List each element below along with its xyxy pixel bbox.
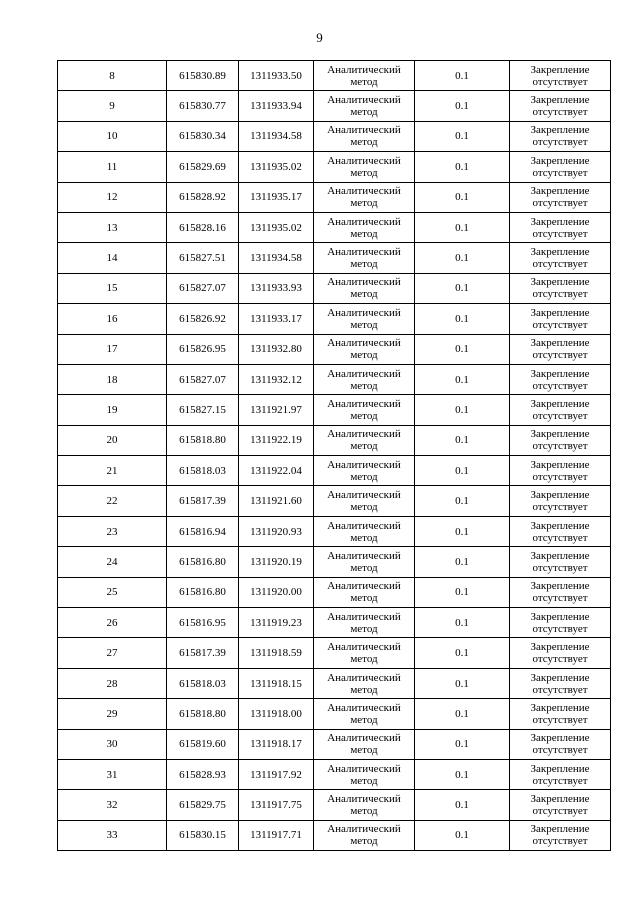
- accuracy-cell: 0.1: [415, 91, 510, 121]
- method-line-2: метод: [350, 531, 378, 544]
- method-line-2: метод: [350, 440, 378, 453]
- accuracy-cell: 0.1: [415, 516, 510, 546]
- method-line-1: Аналитический: [327, 367, 401, 380]
- fixation-line-2: отсутствует: [532, 774, 588, 787]
- y-coordinate-cell: 1311934.58: [239, 243, 314, 273]
- method-line-1: Аналитический: [327, 215, 401, 228]
- fixation-line-1: Закрепление: [530, 428, 590, 441]
- fixation-cell: [510, 152, 611, 182]
- fixation-line-2: отсутствует: [532, 409, 588, 422]
- x-coordinate-cell: 615827.15: [167, 395, 239, 425]
- table-row: [58, 212, 611, 242]
- point-number-cell: 28: [58, 668, 167, 698]
- fixation-line-2: отсутствует: [532, 379, 588, 392]
- method-line-2: метод: [350, 166, 378, 179]
- x-coordinate-cell: 615826.95: [167, 334, 239, 364]
- method-cell: [314, 243, 415, 273]
- fixation-line-1: Закрепление: [530, 306, 590, 319]
- fixation-line-2: отсутствует: [532, 166, 588, 179]
- x-coordinate-cell: 615818.03: [167, 456, 239, 486]
- table-row: [58, 456, 611, 486]
- x-coordinate-cell: 615827.51: [167, 243, 239, 273]
- method-line-1: Аналитический: [327, 701, 401, 714]
- method-line-1: Аналитический: [327, 94, 401, 107]
- accuracy-cell: 0.1: [415, 395, 510, 425]
- x-coordinate-cell: 615817.39: [167, 486, 239, 516]
- fixation-line-2: отсутствует: [532, 592, 588, 605]
- method-line-1: Аналитический: [327, 458, 401, 471]
- fixation-cell: [510, 425, 611, 455]
- method-line-1: Аналитический: [327, 580, 401, 593]
- fixation-cell: [510, 243, 611, 273]
- x-coordinate-cell: 615816.80: [167, 547, 239, 577]
- accuracy-cell: 0.1: [415, 790, 510, 820]
- table-row: [58, 395, 611, 425]
- accuracy-cell: 0.1: [415, 486, 510, 516]
- method-line-2: метод: [350, 349, 378, 362]
- table-row: [58, 182, 611, 212]
- point-number-cell: 13: [58, 212, 167, 242]
- table-row: [58, 516, 611, 546]
- x-coordinate-cell: 615828.93: [167, 759, 239, 789]
- point-number-cell: 17: [58, 334, 167, 364]
- accuracy-cell: 0.1: [415, 182, 510, 212]
- method-line-1: Аналитический: [327, 337, 401, 350]
- fixation-line-1: Закрепление: [530, 671, 590, 684]
- x-coordinate-cell: 615829.69: [167, 152, 239, 182]
- fixation-line-1: Закрепление: [530, 154, 590, 167]
- method-cell: [314, 121, 415, 151]
- fixation-line-2: отсутствует: [532, 197, 588, 210]
- coordinates-table-body: [58, 61, 611, 851]
- accuracy-cell: 0.1: [415, 121, 510, 151]
- accuracy-cell: 0.1: [415, 212, 510, 242]
- table-row: [58, 820, 611, 850]
- table-row: [58, 61, 611, 91]
- fixation-line-1: Закрепление: [530, 762, 590, 775]
- fixation-line-1: Закрепление: [530, 580, 590, 593]
- point-number-cell: 15: [58, 273, 167, 303]
- point-number-cell: 31: [58, 759, 167, 789]
- accuracy-cell: 0.1: [415, 547, 510, 577]
- fixation-line-1: Закрепление: [530, 63, 590, 76]
- fixation-line-2: отсутствует: [532, 835, 588, 848]
- y-coordinate-cell: 1311933.50: [239, 61, 314, 91]
- method-line-2: метод: [350, 470, 378, 483]
- method-cell: [314, 699, 415, 729]
- x-coordinate-cell: 615818.80: [167, 699, 239, 729]
- accuracy-cell: 0.1: [415, 577, 510, 607]
- fixation-cell: [510, 273, 611, 303]
- fixation-cell: [510, 638, 611, 668]
- point-number-cell: 33: [58, 820, 167, 850]
- fixation-line-2: отсутствует: [532, 653, 588, 666]
- accuracy-cell: 0.1: [415, 668, 510, 698]
- fixation-cell: [510, 91, 611, 121]
- fixation-cell: [510, 699, 611, 729]
- fixation-line-2: отсутствует: [532, 470, 588, 483]
- fixation-line-1: Закрепление: [530, 793, 590, 806]
- accuracy-cell: 0.1: [415, 425, 510, 455]
- accuracy-cell: 0.1: [415, 759, 510, 789]
- table-row: [58, 425, 611, 455]
- method-line-1: Аналитический: [327, 63, 401, 76]
- fixation-line-2: отсутствует: [532, 227, 588, 240]
- point-number-cell: 9: [58, 91, 167, 121]
- fixation-line-2: отсутствует: [532, 744, 588, 757]
- method-line-1: Аналитический: [327, 519, 401, 532]
- y-coordinate-cell: 1311935.02: [239, 212, 314, 242]
- method-line-2: метод: [350, 75, 378, 88]
- x-coordinate-cell: 615827.07: [167, 273, 239, 303]
- y-coordinate-cell: 1311935.02: [239, 152, 314, 182]
- method-cell: [314, 608, 415, 638]
- accuracy-cell: 0.1: [415, 273, 510, 303]
- fixation-line-1: Закрепление: [530, 124, 590, 137]
- x-coordinate-cell: 615817.39: [167, 638, 239, 668]
- method-line-2: метод: [350, 106, 378, 119]
- fixation-cell: [510, 668, 611, 698]
- y-coordinate-cell: 1311918.15: [239, 668, 314, 698]
- y-coordinate-cell: 1311932.80: [239, 334, 314, 364]
- x-coordinate-cell: 615830.15: [167, 820, 239, 850]
- fixation-line-2: отсутствует: [532, 713, 588, 726]
- method-cell: [314, 820, 415, 850]
- point-number-cell: 14: [58, 243, 167, 273]
- coordinates-table: [57, 60, 611, 851]
- method-line-2: метод: [350, 683, 378, 696]
- method-line-2: метод: [350, 379, 378, 392]
- method-line-1: Аналитический: [327, 732, 401, 745]
- table-row: [58, 364, 611, 394]
- method-line-1: Аналитический: [327, 276, 401, 289]
- point-number-cell: 19: [58, 395, 167, 425]
- point-number-cell: 8: [58, 61, 167, 91]
- fixation-line-1: Закрепление: [530, 489, 590, 502]
- y-coordinate-cell: 1311921.60: [239, 486, 314, 516]
- fixation-line-1: Закрепление: [530, 276, 590, 289]
- fixation-line-2: отсутствует: [532, 136, 588, 149]
- fixation-line-1: Закрепление: [530, 367, 590, 380]
- method-line-2: метод: [350, 136, 378, 149]
- accuracy-cell: 0.1: [415, 61, 510, 91]
- fixation-line-2: отсутствует: [532, 440, 588, 453]
- method-line-2: метод: [350, 805, 378, 818]
- fixation-line-1: Закрепление: [530, 732, 590, 745]
- fixation-cell: [510, 456, 611, 486]
- table-row: [58, 638, 611, 668]
- method-line-2: метод: [350, 258, 378, 271]
- y-coordinate-cell: 1311932.12: [239, 364, 314, 394]
- method-line-2: метод: [350, 197, 378, 210]
- fixation-line-2: отсутствует: [532, 805, 588, 818]
- method-cell: [314, 364, 415, 394]
- point-number-cell: 21: [58, 456, 167, 486]
- fixation-line-1: Закрепление: [530, 397, 590, 410]
- x-coordinate-cell: 615816.95: [167, 608, 239, 638]
- method-cell: [314, 790, 415, 820]
- accuracy-cell: 0.1: [415, 364, 510, 394]
- table-row: [58, 790, 611, 820]
- table-row: [58, 273, 611, 303]
- fixation-line-1: Закрепление: [530, 641, 590, 654]
- x-coordinate-cell: 615827.07: [167, 364, 239, 394]
- fixation-cell: [510, 729, 611, 759]
- fixation-cell: [510, 577, 611, 607]
- method-line-1: Аналитический: [327, 397, 401, 410]
- y-coordinate-cell: 1311933.94: [239, 91, 314, 121]
- table-row: [58, 121, 611, 151]
- fixation-line-1: Закрепление: [530, 823, 590, 836]
- fixation-cell: [510, 759, 611, 789]
- point-number-cell: 18: [58, 364, 167, 394]
- fixation-cell: [510, 516, 611, 546]
- method-line-1: Аналитический: [327, 185, 401, 198]
- method-line-1: Аналитический: [327, 762, 401, 775]
- x-coordinate-cell: 615828.16: [167, 212, 239, 242]
- accuracy-cell: 0.1: [415, 152, 510, 182]
- point-number-cell: 24: [58, 547, 167, 577]
- method-cell: [314, 91, 415, 121]
- point-number-cell: 27: [58, 638, 167, 668]
- method-line-1: Аналитический: [327, 610, 401, 623]
- method-line-1: Аналитический: [327, 124, 401, 137]
- method-cell: [314, 668, 415, 698]
- fixation-cell: [510, 61, 611, 91]
- fixation-line-1: Закрепление: [530, 549, 590, 562]
- x-coordinate-cell: 615818.03: [167, 668, 239, 698]
- method-line-2: метод: [350, 622, 378, 635]
- x-coordinate-cell: 615816.94: [167, 516, 239, 546]
- fixation-line-2: отсутствует: [532, 561, 588, 574]
- fixation-line-2: отсутствует: [532, 622, 588, 635]
- method-cell: [314, 212, 415, 242]
- point-number-cell: 12: [58, 182, 167, 212]
- table-row: [58, 334, 611, 364]
- fixation-cell: [510, 121, 611, 151]
- accuracy-cell: 0.1: [415, 820, 510, 850]
- y-coordinate-cell: 1311933.17: [239, 304, 314, 334]
- method-cell: [314, 516, 415, 546]
- x-coordinate-cell: 615826.92: [167, 304, 239, 334]
- method-line-2: метод: [350, 227, 378, 240]
- method-cell: [314, 729, 415, 759]
- table-row: [58, 547, 611, 577]
- table-row: [58, 152, 611, 182]
- point-number-cell: 30: [58, 729, 167, 759]
- table-row: [58, 699, 611, 729]
- y-coordinate-cell: 1311918.59: [239, 638, 314, 668]
- accuracy-cell: 0.1: [415, 456, 510, 486]
- method-line-1: Аналитический: [327, 246, 401, 259]
- fixation-cell: [510, 395, 611, 425]
- accuracy-cell: 0.1: [415, 608, 510, 638]
- method-line-2: метод: [350, 409, 378, 422]
- fixation-line-2: отсутствует: [532, 501, 588, 514]
- point-number-cell: 20: [58, 425, 167, 455]
- fixation-line-2: отсутствует: [532, 258, 588, 271]
- method-line-1: Аналитический: [327, 549, 401, 562]
- fixation-line-1: Закрепление: [530, 610, 590, 623]
- method-cell: [314, 273, 415, 303]
- fixation-line-2: отсутствует: [532, 106, 588, 119]
- accuracy-cell: 0.1: [415, 334, 510, 364]
- method-line-1: Аналитический: [327, 428, 401, 441]
- point-number-cell: 25: [58, 577, 167, 607]
- method-line-1: Аналитический: [327, 823, 401, 836]
- fixation-cell: [510, 304, 611, 334]
- method-cell: [314, 486, 415, 516]
- y-coordinate-cell: 1311917.71: [239, 820, 314, 850]
- table-row: [58, 668, 611, 698]
- method-line-1: Аналитический: [327, 671, 401, 684]
- table-row: [58, 91, 611, 121]
- point-number-cell: 26: [58, 608, 167, 638]
- fixation-line-2: отсутствует: [532, 288, 588, 301]
- fixation-line-2: отсутствует: [532, 683, 588, 696]
- fixation-cell: [510, 182, 611, 212]
- point-number-cell: 32: [58, 790, 167, 820]
- method-line-2: метод: [350, 501, 378, 514]
- method-cell: [314, 456, 415, 486]
- accuracy-cell: 0.1: [415, 304, 510, 334]
- accuracy-cell: 0.1: [415, 638, 510, 668]
- method-cell: [314, 577, 415, 607]
- fixation-line-1: Закрепление: [530, 185, 590, 198]
- method-cell: [314, 547, 415, 577]
- method-cell: [314, 152, 415, 182]
- method-cell: [314, 334, 415, 364]
- fixation-line-2: отсутствует: [532, 318, 588, 331]
- fixation-cell: [510, 820, 611, 850]
- fixation-line-2: отсутствует: [532, 75, 588, 88]
- method-line-2: метод: [350, 653, 378, 666]
- y-coordinate-cell: 1311920.93: [239, 516, 314, 546]
- method-cell: [314, 304, 415, 334]
- method-line-2: метод: [350, 592, 378, 605]
- method-cell: [314, 395, 415, 425]
- method-line-1: Аналитический: [327, 154, 401, 167]
- x-coordinate-cell: 615829.75: [167, 790, 239, 820]
- method-line-1: Аналитический: [327, 489, 401, 502]
- accuracy-cell: 0.1: [415, 699, 510, 729]
- point-number-cell: 11: [58, 152, 167, 182]
- table-row: [58, 759, 611, 789]
- method-cell: [314, 182, 415, 212]
- method-line-2: метод: [350, 561, 378, 574]
- x-coordinate-cell: 615816.80: [167, 577, 239, 607]
- table-row: [58, 243, 611, 273]
- fixation-line-1: Закрепление: [530, 701, 590, 714]
- point-number-cell: 22: [58, 486, 167, 516]
- fixation-cell: [510, 364, 611, 394]
- fixation-line-1: Закрепление: [530, 246, 590, 259]
- x-coordinate-cell: 615830.34: [167, 121, 239, 151]
- point-number-cell: 29: [58, 699, 167, 729]
- method-line-1: Аналитический: [327, 306, 401, 319]
- fixation-cell: [510, 486, 611, 516]
- method-line-2: метод: [350, 318, 378, 331]
- y-coordinate-cell: 1311922.19: [239, 425, 314, 455]
- method-line-2: метод: [350, 744, 378, 757]
- y-coordinate-cell: 1311934.58: [239, 121, 314, 151]
- method-line-2: метод: [350, 774, 378, 787]
- accuracy-cell: 0.1: [415, 243, 510, 273]
- accuracy-cell: 0.1: [415, 729, 510, 759]
- method-line-2: метод: [350, 835, 378, 848]
- point-number-cell: 10: [58, 121, 167, 151]
- fixation-line-1: Закрепление: [530, 94, 590, 107]
- method-cell: [314, 638, 415, 668]
- y-coordinate-cell: 1311921.97: [239, 395, 314, 425]
- point-number-cell: 23: [58, 516, 167, 546]
- table-row: [58, 486, 611, 516]
- y-coordinate-cell: 1311919.23: [239, 608, 314, 638]
- x-coordinate-cell: 615819.60: [167, 729, 239, 759]
- y-coordinate-cell: 1311917.92: [239, 759, 314, 789]
- fixation-line-1: Закрепление: [530, 519, 590, 532]
- method-line-2: метод: [350, 288, 378, 301]
- point-number-cell: 16: [58, 304, 167, 334]
- fixation-cell: [510, 547, 611, 577]
- fixation-cell: [510, 608, 611, 638]
- page-number: 9: [316, 30, 323, 45]
- y-coordinate-cell: 1311920.00: [239, 577, 314, 607]
- y-coordinate-cell: 1311935.17: [239, 182, 314, 212]
- table-row: [58, 304, 611, 334]
- x-coordinate-cell: 615830.77: [167, 91, 239, 121]
- y-coordinate-cell: 1311918.00: [239, 699, 314, 729]
- y-coordinate-cell: 1311922.04: [239, 456, 314, 486]
- y-coordinate-cell: 1311918.17: [239, 729, 314, 759]
- fixation-line-2: отсутствует: [532, 531, 588, 544]
- fixation-line-1: Закрепление: [530, 458, 590, 471]
- table-row: [58, 729, 611, 759]
- y-coordinate-cell: 1311920.19: [239, 547, 314, 577]
- table-row: [58, 608, 611, 638]
- method-cell: [314, 61, 415, 91]
- method-cell: [314, 759, 415, 789]
- fixation-line-2: отсутствует: [532, 349, 588, 362]
- x-coordinate-cell: 615818.80: [167, 425, 239, 455]
- y-coordinate-cell: 1311933.93: [239, 273, 314, 303]
- fixation-line-1: Закрепление: [530, 337, 590, 350]
- x-coordinate-cell: 615828.92: [167, 182, 239, 212]
- method-line-2: метод: [350, 713, 378, 726]
- x-coordinate-cell: 615830.89: [167, 61, 239, 91]
- method-line-1: Аналитический: [327, 641, 401, 654]
- fixation-line-1: Закрепление: [530, 215, 590, 228]
- table-row: [58, 577, 611, 607]
- y-coordinate-cell: 1311917.75: [239, 790, 314, 820]
- method-line-1: Аналитический: [327, 793, 401, 806]
- fixation-cell: [510, 790, 611, 820]
- method-cell: [314, 425, 415, 455]
- fixation-cell: [510, 212, 611, 242]
- fixation-cell: [510, 334, 611, 364]
